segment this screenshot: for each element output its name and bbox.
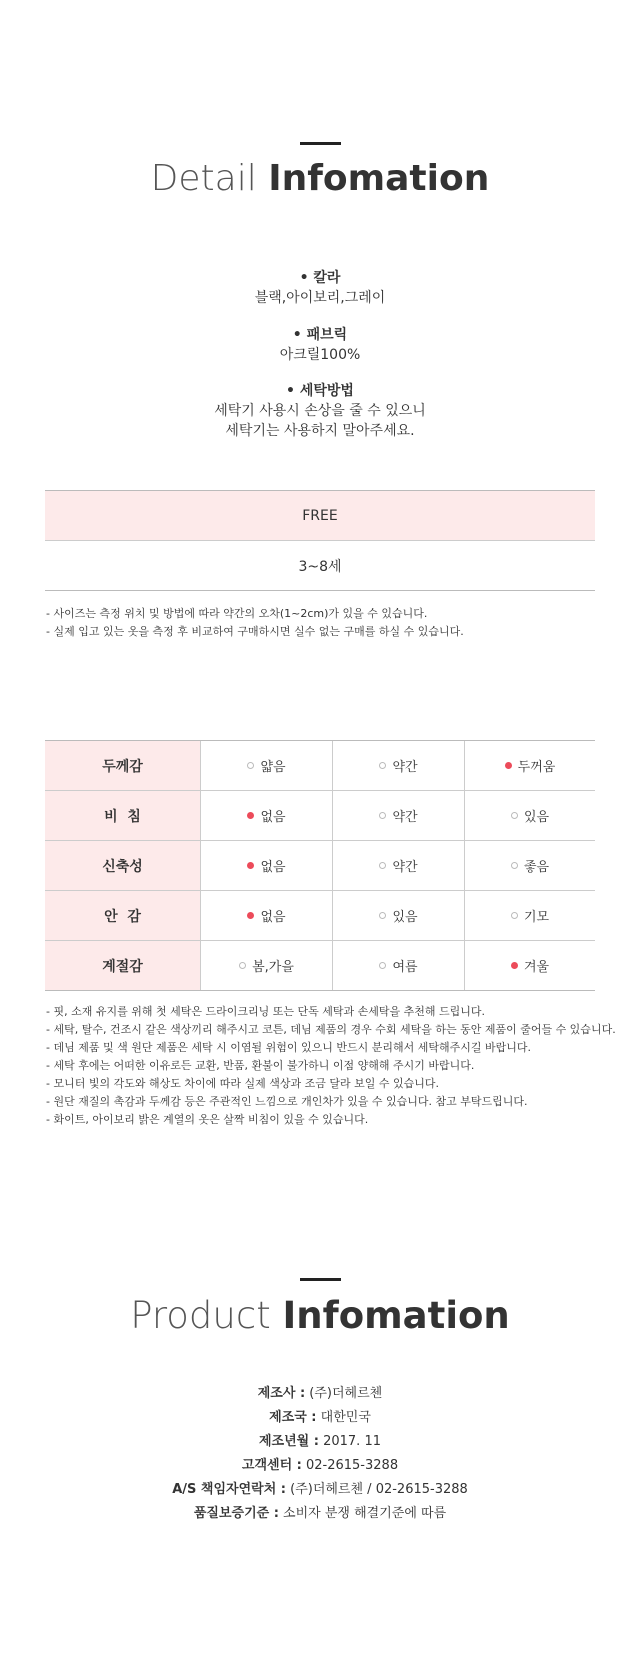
fit-row-label: 두께감 <box>45 741 201 790</box>
product-info-list <box>0 1382 640 1526</box>
fit-note: - 원단 재질의 촉감과 두께감 등은 주관적인 느낌으로 개인차가 있을 수 있습니다. 참고 부탁드립니다. <box>46 1095 528 1108</box>
fit-option-label: 기모 <box>523 910 550 925</box>
product-info-key: 제조사 : <box>257 1386 306 1401</box>
product-title-bar <box>300 1278 341 1281</box>
product-info-line <box>0 1382 640 1406</box>
fit-notes <box>46 1003 616 1129</box>
fit-option <box>201 941 333 990</box>
product-info-value: 대한민국 <box>316 1410 371 1425</box>
fit-row <box>45 941 595 991</box>
unselected-dot-icon <box>511 912 518 919</box>
product-info-key: 제조국 : <box>269 1410 317 1425</box>
fit-option-label: 봄,가을 <box>252 960 294 975</box>
product-info-value: 2017. 11 <box>318 1434 381 1449</box>
product-info-line <box>0 1454 640 1478</box>
size-note: - 실제 입고 있는 옷을 측정 후 비교하여 구매하시면 실수 없는 구매를 하실 수 있습니다. <box>46 625 464 638</box>
fit-option-label: 겨울 <box>523 960 550 975</box>
fit-option-label: 여름 <box>392 960 418 975</box>
fit-note: - 핏, 소재 유지를 위해 첫 세탁은 드라이크리닝 또는 단독 세탁과 손세탁을 추천해 드립니다. <box>46 1005 485 1018</box>
unselected-dot-icon <box>247 762 254 769</box>
product-info-key: 고객센터 : <box>241 1458 302 1473</box>
detail-item-value: 블랙,아이보리,그레이 <box>254 290 386 306</box>
detail-item-head: • 칼라 <box>299 270 341 286</box>
fit-option-label: 두꺼움 <box>517 760 556 775</box>
fit-option <box>333 791 465 840</box>
product-info-key: 제조년월 : <box>259 1434 319 1449</box>
fit-row-label: 계절감 <box>45 941 201 990</box>
unselected-dot-icon <box>239 962 246 969</box>
size-notes <box>46 605 606 641</box>
fit-row-label: 비 침 <box>45 791 201 840</box>
fit-row <box>45 791 595 841</box>
fit-option-label: 없음 <box>260 860 286 875</box>
fit-option <box>201 741 333 790</box>
fit-option <box>333 841 465 890</box>
fit-option <box>201 791 333 840</box>
fit-option <box>201 841 333 890</box>
fit-option-label: 약간 <box>392 810 418 825</box>
fit-row-label: 안 감 <box>45 891 201 940</box>
fit-note: - 세탁, 탈수, 건조시 같은 색상끼리 해주시고 코튼, 데님 제품의 경우 수회 세탁을 하는 동안 제품이 줄어들 수 있습니다. <box>46 1023 616 1036</box>
product-info-value: 02-2615-3288 <box>301 1458 399 1473</box>
detail-title-bold: Infomation <box>268 158 490 199</box>
detail-item-washing <box>0 381 640 441</box>
detail-title-bar <box>300 142 341 145</box>
selected-dot-icon <box>511 962 518 969</box>
product-info-key: A/S 책임자연락처 : <box>172 1482 286 1497</box>
unselected-dot-icon <box>511 862 518 869</box>
size-header: FREE <box>45 491 595 541</box>
unselected-dot-icon <box>379 912 386 919</box>
detail-title-light: Detail <box>150 158 257 199</box>
product-title <box>0 1294 640 1338</box>
fit-option <box>201 891 333 940</box>
unselected-dot-icon <box>379 962 386 969</box>
fit-option-label: 있음 <box>523 810 550 825</box>
fit-option <box>465 791 595 840</box>
unselected-dot-icon <box>379 862 386 869</box>
product-info-value: 소비자 분쟁 해결기준에 따름 <box>278 1506 447 1521</box>
selected-dot-icon <box>505 762 512 769</box>
fit-option <box>465 741 595 790</box>
fit-option-label: 없음 <box>260 810 286 825</box>
fit-table <box>45 740 595 991</box>
fit-row <box>45 841 595 891</box>
selected-dot-icon <box>247 812 254 819</box>
fit-option-label: 약간 <box>392 860 418 875</box>
product-info-line <box>0 1478 640 1502</box>
fit-option-label: 있음 <box>392 910 418 925</box>
product-info-line <box>0 1406 640 1430</box>
unselected-dot-icon <box>379 762 386 769</box>
product-info-value: (주)더헤르첸 / 02-2615-3288 <box>285 1482 468 1497</box>
fit-note: - 데님 제품 및 색 원단 제품은 세탁 시 이염될 위험이 있으니 반드시 분리해서 세탁해주시길 바랍니다. <box>46 1041 531 1054</box>
fit-option-label: 좋음 <box>523 860 550 875</box>
fit-option-label: 약간 <box>392 760 418 775</box>
fit-note: - 화이트, 아이보리 밝은 계열의 옷은 살짝 비침이 있을 수 있습니다. <box>46 1113 369 1126</box>
product-info-line <box>0 1502 640 1526</box>
detail-item-head: • 패브릭 <box>292 327 348 343</box>
fit-row-label: 신축성 <box>45 841 201 890</box>
unselected-dot-icon <box>379 812 386 819</box>
fit-option <box>333 741 465 790</box>
fit-option-label: 얇음 <box>260 760 286 775</box>
selected-dot-icon <box>247 862 254 869</box>
detail-item-head: • 세탁방법 <box>286 383 354 399</box>
detail-item-fabric <box>0 325 640 365</box>
unselected-dot-icon <box>511 812 518 819</box>
product-info-line <box>0 1430 640 1454</box>
detail-title <box>0 157 640 201</box>
fit-note: - 모니터 빛의 각도와 해상도 차이에 따라 실제 색상과 조금 달라 보일 수 있습니다. <box>46 1077 439 1090</box>
selected-dot-icon <box>247 912 254 919</box>
detail-item-value: 아크릴100% <box>279 347 361 363</box>
product-info-key: 품질보증기준 : <box>193 1506 279 1521</box>
product-title-light: Product <box>130 1294 271 1337</box>
size-value: 3~8세 <box>45 541 595 591</box>
product-title-bold: Infomation <box>282 1294 510 1337</box>
size-table <box>45 490 595 591</box>
size-note: - 사이즈는 측정 위치 및 방법에 따라 약간의 오차(1~2cm)가 있을 수 있습니다. <box>46 607 428 620</box>
product-info-value: (주)더헤르첸 <box>305 1386 383 1401</box>
detail-item-value: 세탁기는 사용하지 말아주세요. <box>225 423 415 439</box>
fit-option <box>333 891 465 940</box>
fit-option <box>465 941 595 990</box>
fit-option <box>465 891 595 940</box>
fit-row <box>45 741 595 791</box>
fit-option-label: 없음 <box>260 910 286 925</box>
fit-option <box>333 941 465 990</box>
fit-option <box>465 841 595 890</box>
detail-item-value: 세탁기 사용시 손상을 줄 수 있으니 <box>214 403 426 419</box>
fit-note: - 세탁 후에는 어떠한 이유로든 교환, 반품, 환불이 불가하니 이점 양해해 주시기 바랍니다. <box>46 1059 475 1072</box>
fit-row <box>45 891 595 941</box>
detail-item-color <box>0 268 640 308</box>
